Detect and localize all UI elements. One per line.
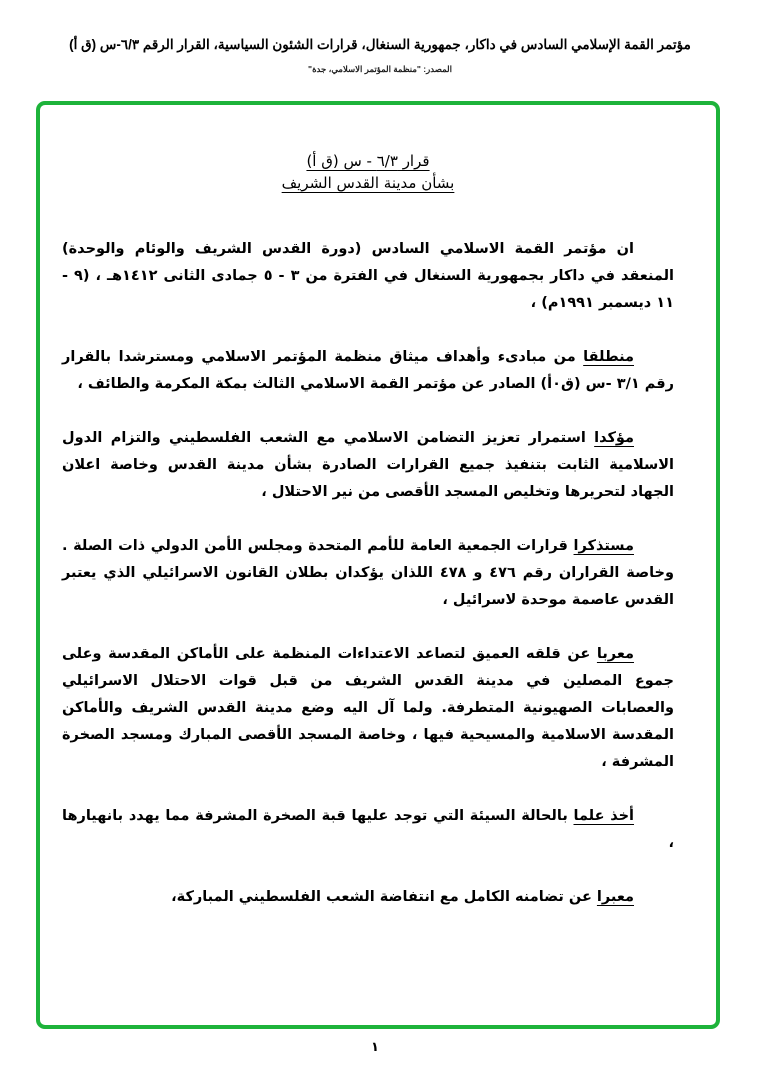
paragraph-lead-word: أخذ علما (573, 808, 635, 824)
paragraph-text: استمرار تعزيز التضامن الاسلامي مع الشعب الفلسطيني والتزام الدول الاسلامية الثابت بتنفيذ جميع القرارات الصادرة بشأن مدينة القدس وخاصة اعلان الجهاد لتحريرها وتخليص المسجد الأقصى من نير الاحتلال ، (62, 430, 674, 500)
paragraph-text: عن قلقه العميق لتصاعد الاعتداءات المنظمة على الأماكن المقدسة وعلى جموع المصلين في مدينة القدس الشريف من قبل قوات الاحتلال الاسرائيلي والعصابات الصهيونية المتطرفة. ولما آل اليه وضع مدينة القدس الشريف والأماكن المقدسة الاسلامية والمسيحية فيها ، وخاصة المسجد الأقصى المبارك ومسجد الصخرة المشرفة ، (62, 646, 674, 770)
paragraph-preamble (62, 236, 674, 317)
paragraph-lead-word: معربا (596, 646, 634, 662)
paragraph-proceeding (62, 344, 674, 398)
paragraph-affirming (62, 425, 674, 506)
resolution-number: قرار ٦/٣ - س (ق أ) (306, 152, 430, 170)
resolution-heading (62, 150, 674, 194)
page-number: ١ (371, 1040, 379, 1055)
paragraph-text: من مبادىء وأهداف ميثاق منظمة المؤتمر الاسلامي ومسترشدا بالقرار رقم ٣/١ -س (ق٠أ) الصادر عن مؤتمر القمة الاسلامي الثالث بمكة المكرمة والطائف ، (62, 349, 674, 392)
paragraph-lead-word: منطلقا (583, 349, 634, 365)
paragraph-lead-word: مستذكرا (573, 538, 634, 554)
paragraph-expressing-concern (62, 641, 674, 776)
paragraph-text: عن تضامنه الكامل مع انتفاضة الشعب الفلسطيني المباركة، (171, 889, 597, 905)
paragraph-lead-word: مؤكدا (594, 430, 634, 446)
paragraph-noting (62, 803, 674, 857)
resolution-body (62, 150, 674, 911)
paragraph-recalling (62, 533, 674, 614)
paragraph-text: بالحالة السيئة التي توجد عليها قبة الصخرة المشرفة مما يهدد بانهيارها ، (62, 808, 674, 851)
resolution-subject: بشأن مدينة القدس الشريف (281, 174, 455, 192)
document-header-title: مؤتمر القمة الإسلامي السادس في داكار، جمهورية السنغال، قرارات الشئون السياسية، القرار الرقم ٦/٣-س (ق أ) (69, 37, 691, 52)
document-source-line: المصدر: "منظمة المؤتمر الاسلامي، جدة" (308, 64, 452, 74)
paragraph-solidarity (62, 884, 674, 911)
paragraph-text: ان مؤتمر القمة الاسلامي السادس (دورة القدس الشريف والوئام والوحدة) المنعقد في داكار بجمهورية السنغال في الفترة من ٣ - ٥ جمادى الثانى ١٤١٢هـ ، (٩ - ١١ ديسمبر ١٩٩١م) ، (62, 241, 675, 311)
paragraph-lead-word: معبرا (596, 889, 634, 905)
paragraph-text: قرارات الجمعية العامة للأمم المتحدة ومجلس الأمن الدولي ذات الصلة . وخاصة القراران رقم ٤٧٦ و ٤٧٨ اللذان يؤكدان بطلان القانون الاسرائيلي الذي يعتبر القدس عاصمة موحدة لاسرائيل ، (62, 538, 675, 608)
